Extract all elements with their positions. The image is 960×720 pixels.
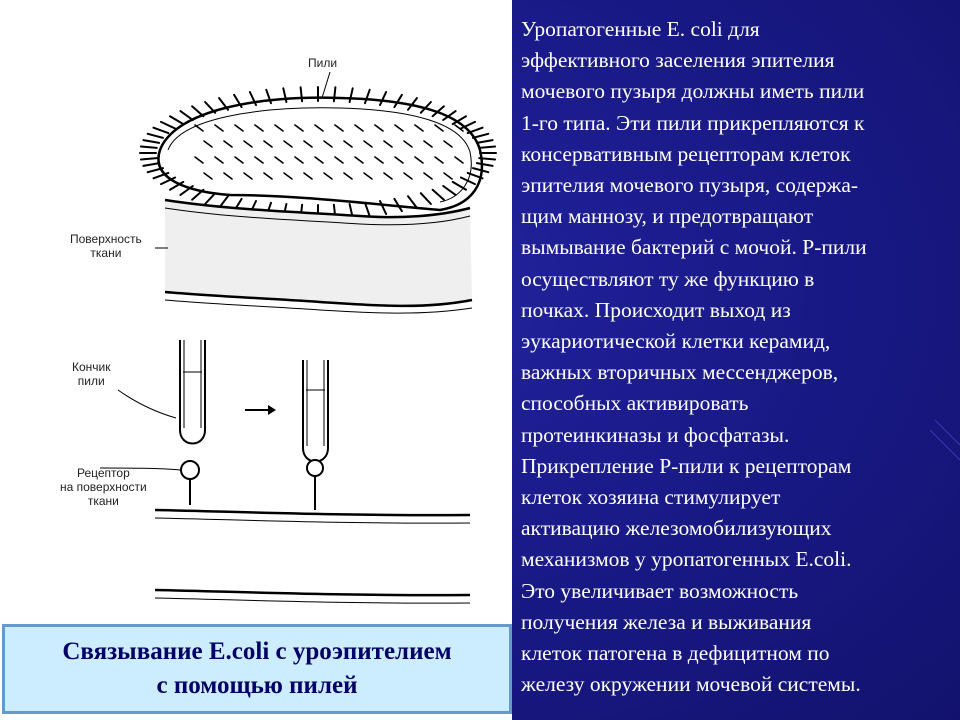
body-line: мочевого пузыря должны иметь пили xyxy=(521,79,865,104)
pilus-tip-right xyxy=(303,360,328,510)
bacterium xyxy=(140,87,496,219)
caption-line-2: с помощью пилей xyxy=(156,672,358,699)
label-pilus-tip: Кончик пили xyxy=(72,360,111,388)
body-line: активацию железомобилизующих xyxy=(521,516,832,541)
body-line: почках. Происходит выход из xyxy=(521,297,791,322)
pilus-hair xyxy=(143,140,159,143)
body-line: Прикрепление Р-пили к рецепторам xyxy=(521,453,852,478)
body-line: клеток патогена в дефицитном по xyxy=(521,641,830,666)
transition-arrow xyxy=(245,405,276,415)
caption-line-1: Связывание E.coli с уроэпителием xyxy=(62,638,452,665)
body-line: консервативным рецепторам клеток xyxy=(521,141,851,166)
body-line: получения железа и выживания xyxy=(521,609,812,634)
corner-decoration xyxy=(930,410,960,500)
pilus-tip-left xyxy=(180,340,205,505)
pilus-hair xyxy=(477,140,493,143)
body-line: Уропатогенные E. coli для xyxy=(521,17,760,41)
pilus-hair xyxy=(473,134,488,138)
body-line: эукариотической клетки керамид, xyxy=(521,329,831,354)
pilus-hair xyxy=(161,122,175,129)
body-line: железу окружении мочевой системы. xyxy=(521,672,861,697)
pilus-hair xyxy=(141,147,157,148)
pilus-hair xyxy=(205,193,215,204)
body-line: важных вторичных мессенджеров, xyxy=(521,360,839,385)
label-tissue-surface: Поверхность ткани xyxy=(70,232,142,260)
pilus-hair xyxy=(479,147,495,148)
body-line: Это увеличивает возможность xyxy=(521,578,799,603)
body-line: осуществляют ту же функцию в xyxy=(521,266,815,291)
tissue-surface xyxy=(165,200,472,313)
body-line: 1-го типа. Эти пили прикрепляются к xyxy=(521,110,865,135)
pilus-hair xyxy=(192,106,203,116)
body-line: вымывание бактерий с мочой. Р-пили xyxy=(521,235,867,260)
pilus-hair xyxy=(148,134,163,138)
pilus-hair xyxy=(170,116,183,124)
pilus-hair xyxy=(479,158,495,159)
body-text xyxy=(521,14,951,700)
body-line: эпителия мочевого пузыря, содержа- xyxy=(521,173,859,198)
pilus-hair xyxy=(180,111,192,120)
label-receptor: Рецептор на поверхности ткани xyxy=(60,466,147,508)
pilus-hair xyxy=(141,158,157,159)
body-line: механизмов у уропатогенных E.coli. xyxy=(521,547,852,572)
receptor-tissue xyxy=(155,510,470,603)
body-line: клеток хозяина стимулирует xyxy=(521,485,781,510)
body-line: протеинкиназы и фосфатазы. xyxy=(521,422,790,447)
caption-box xyxy=(2,624,512,714)
pilus-hair xyxy=(143,163,159,166)
label-pili: Пили xyxy=(308,56,338,70)
body-line: щим маннозу, и предотвращают xyxy=(521,204,814,229)
body-line: способных активировать xyxy=(521,391,749,416)
pilus-hair xyxy=(365,203,370,216)
pilus-hair xyxy=(154,128,169,133)
body-line: эффективного заселения эпителия xyxy=(521,48,835,73)
